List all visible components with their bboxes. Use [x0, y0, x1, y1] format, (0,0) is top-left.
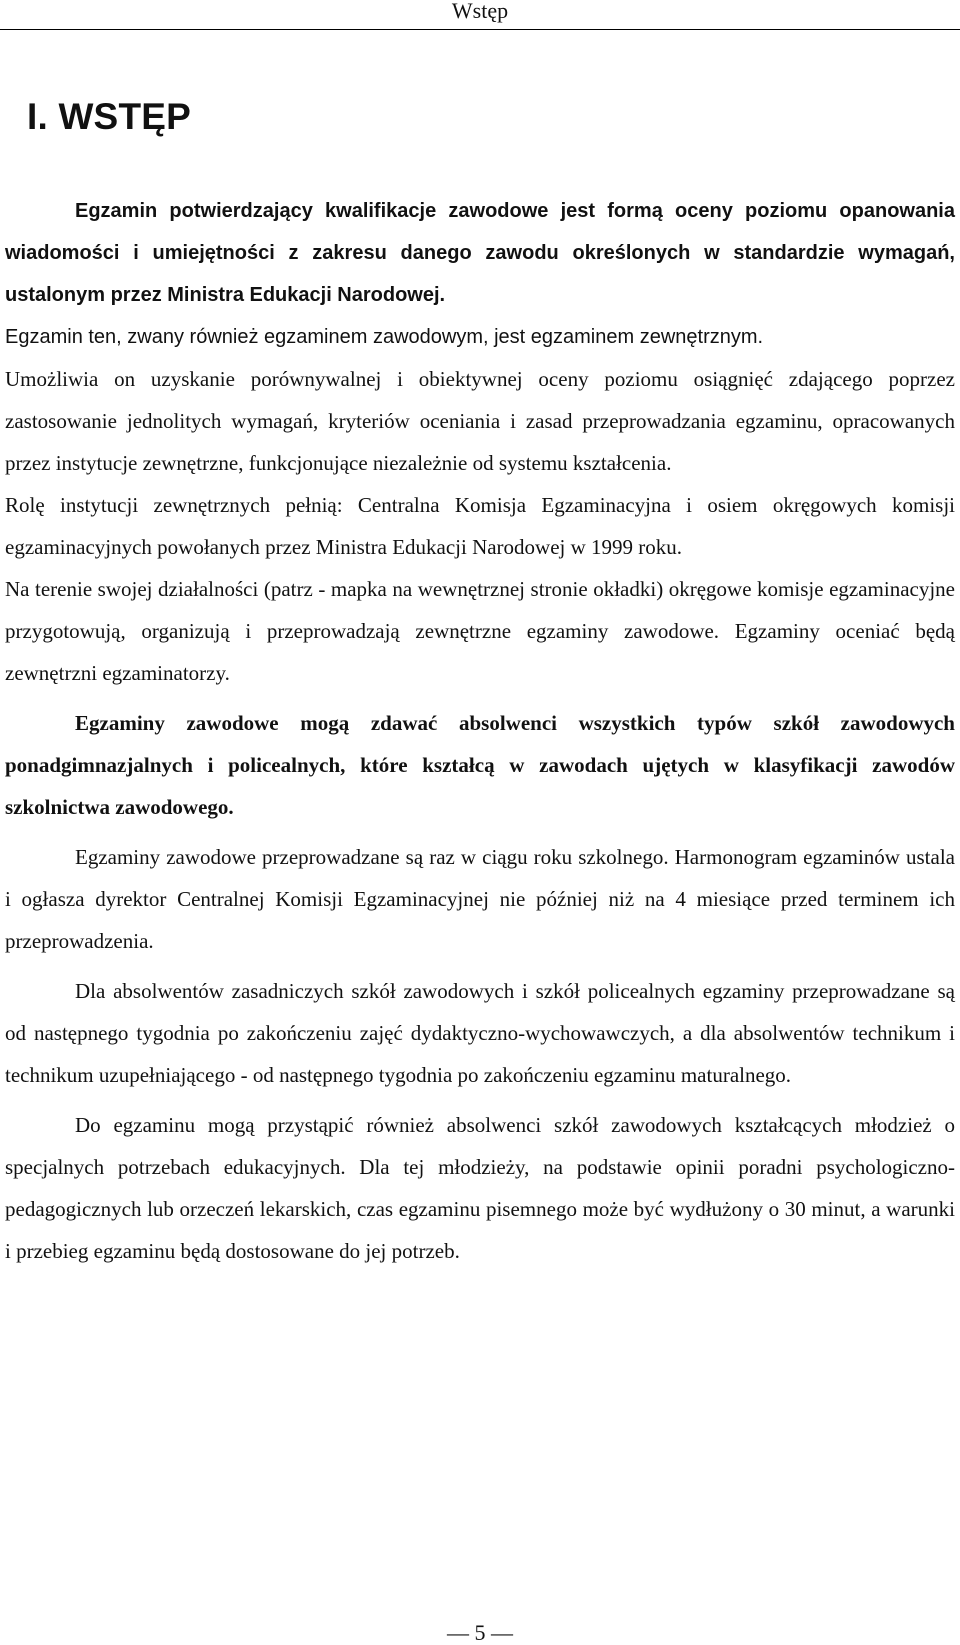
paragraph-purpose: Umożliwia on uzyskanie porównywalnej i obiektywnej oceny poziomu osiągnięć zdającego poprzez zastosowanie jednolitych wymagań, kryteriów oceniania i zasad przeprowadzania egzaminu, opracowanych przez instytucje zewnętrzne, funkcjonujące niezależnie od systemu kształcenia. — [5, 367, 955, 475]
page-number: — 5 — — [447, 1620, 513, 1645]
paragraph-institutions: Rolę instytucji zewnętrznych pełnią: Centralna Komisja Egzaminacyjna i osiem okręgowych komisji egzaminacyjnych powołanych przez Ministra Edukacji Narodowej w 1999 roku. — [5, 493, 955, 559]
paragraph-schedule: Egzaminy zawodowe przeprowadzane są raz w ciągu roku szkolnego. Harmonogram egzaminów ustala i ogłasza dyrektor Centralnej Komisji Egzaminacyjnej nie później niż na 4 miesiące przed terminem ich przeprowadzenia. — [5, 845, 955, 953]
paragraph-regional-commissions: Na terenie swojej działalności (patrz - mapka na wewnętrznej stronie okładki) okręgowe komisje egzaminacyjne przygotowują, organizują i przeprowadzają zewnętrzne egzaminy zawodowe. Egzaminy oceniać będą zewnętrzni egzaminatorzy. — [5, 577, 955, 685]
paragraph-eligibility: Egzaminy zawodowe mogą zdawać absolwenci wszystkich typów szkół zawodowych ponadgimnazjalnych i policealnych, które kształcą w zawodach ujętych w klasyfikacji zawodów szkolnictwa zawodowego. — [5, 711, 955, 819]
paragraph-definition: Egzamin potwierdzający kwalifikacje zawodowe jest formą oceny poziomu opanowania wiadomości i umiejętności z zakresu danego zawodu określonych w standardzie wymagań, ustalonym przez Ministra Edukacji Narodowej. — [5, 200, 955, 306]
document-body — [5, 190, 955, 1272]
chapter-title: I. WSTĘP — [27, 96, 191, 137]
running-header-title: Wstęp — [451, 0, 509, 23]
paragraph-external-exam: Egzamin ten, zwany również egzaminem zawodowym, jest egzaminem zewnętrznym. — [5, 326, 764, 348]
paragraph-exam-dates: Dla absolwentów zasadniczych szkół zawodowych i szkół policealnych egzaminy przeprowadzane są od następnego tygodnia po zakończeniu zajęć dydaktyczno-wychowawczych, a dla absolwentów technikum i technikum uzupełniającego - od następnego tygodnia po zakończeniu egzaminu maturalnego. — [5, 979, 955, 1087]
paragraph-special-needs: Do egzaminu mogą przystąpić również absolwenci szkół zawodowych kształcących młodzież o specjalnych potrzebach edukacyjnych. Dla tej młodzieży, na podstawie opinii poradni psychologiczno-pedagogicznych lub orzeczeń lekarskich, czas egzaminu pisemnego może być wydłużony o 30 minut, a warunki i przebieg egzaminu będą dostosowane do jej potrzeb. — [5, 1113, 955, 1263]
running-header — [0, 0, 960, 30]
